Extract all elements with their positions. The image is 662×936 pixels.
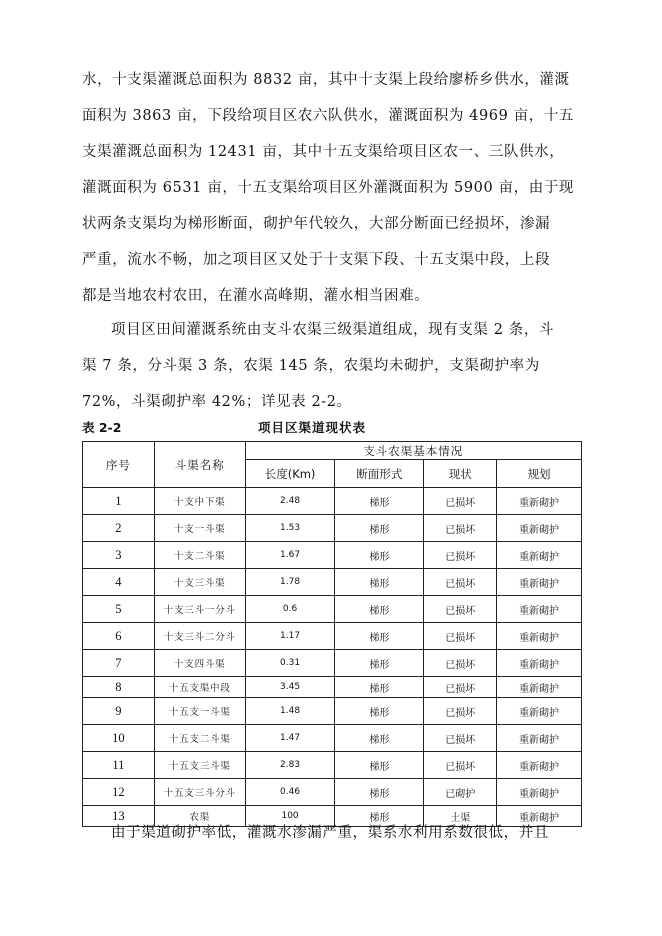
table-body — [83, 488, 582, 827]
cell-plan: 重新砌护 — [497, 623, 582, 650]
cell-name: 十五支三斗渠 — [154, 752, 245, 779]
cell-length: 0.6 — [245, 596, 335, 623]
cell-status: 已损坏 — [424, 569, 497, 596]
cell-length: 1.48 — [245, 698, 335, 725]
cell-no: 2 — [83, 515, 155, 542]
cell-no: 11 — [83, 752, 155, 779]
cell-plan: 重新砌护 — [497, 752, 582, 779]
cell-plan: 重新砌护 — [497, 569, 582, 596]
cell-section: 梯形 — [335, 779, 424, 806]
cell-status: 已损坏 — [424, 515, 497, 542]
cell-name: 十支一斗渠 — [154, 515, 245, 542]
text-line: 支渠灌溉总面积为 12431 亩，其中十五支渠给项目区农一、三队供水， — [82, 144, 565, 160]
cell-length: 2.48 — [245, 488, 335, 515]
cell-no: 4 — [83, 569, 155, 596]
cell-length: 100 — [245, 806, 335, 827]
cell-plan: 重新砌护 — [497, 779, 582, 806]
cell-length: 1.67 — [245, 542, 335, 569]
text-line: 面积为 3863 亩，下段给项目区农六队供水，灌溉面积为 4969 亩，十五 — [82, 108, 575, 124]
cell-name: 十支三斗一分斗 — [154, 596, 245, 623]
header-group: 支斗农渠基本情况 — [245, 442, 581, 460]
cell-section: 梯形 — [335, 698, 424, 725]
paragraph-conclusion — [82, 815, 582, 851]
cell-length: 1.78 — [245, 569, 335, 596]
cell-section: 梯形 — [335, 806, 424, 827]
cell-name: 十五支二斗渠 — [154, 725, 245, 752]
cell-status: 已损坏 — [424, 650, 497, 677]
cell-length: 1.17 — [245, 623, 335, 650]
cell-length: 3.45 — [245, 677, 335, 698]
header-status: 现状 — [424, 460, 497, 488]
cell-name: 十支二斗渠 — [154, 542, 245, 569]
header-length: 长度(Km) — [245, 460, 335, 488]
cell-section: 梯形 — [335, 677, 424, 698]
header-section: 断面形式 — [335, 460, 424, 488]
text-line: 由于渠道砌护率低，灌溉水渗漏严重，渠系水利用系数很低，并且 — [111, 825, 549, 841]
cell-name: 十五支三斗分斗 — [154, 779, 245, 806]
table-row — [83, 623, 582, 650]
cell-section: 梯形 — [335, 542, 424, 569]
header-no: 序号 — [83, 442, 155, 488]
cell-section: 梯形 — [335, 650, 424, 677]
cell-status: 已损坏 — [424, 488, 497, 515]
cell-status: 已损坏 — [424, 725, 497, 752]
cell-no: 13 — [83, 806, 155, 827]
paragraph-canal-system — [82, 312, 582, 420]
cell-length: 1.53 — [245, 515, 335, 542]
table-row — [83, 725, 582, 752]
cell-length: 0.31 — [245, 650, 335, 677]
table-row — [83, 596, 582, 623]
table-title: 项目区渠道现状表 — [258, 420, 367, 435]
table-row — [83, 488, 582, 515]
header-name: 斗渠名称 — [154, 442, 245, 488]
cell-status: 已损坏 — [424, 596, 497, 623]
text-line: 都是当地农村农田，在灌水高峰期，灌水相当困难。 — [82, 288, 430, 304]
cell-name: 十支中下渠 — [154, 488, 245, 515]
cell-length: 0.46 — [245, 779, 335, 806]
cell-section: 梯形 — [335, 596, 424, 623]
cell-name: 十支四斗渠 — [154, 650, 245, 677]
cell-status: 已损坏 — [424, 623, 497, 650]
cell-no: 10 — [83, 725, 155, 752]
cell-no: 1 — [83, 488, 155, 515]
cell-section: 梯形 — [335, 725, 424, 752]
cell-name: 十支三斗二分斗 — [154, 623, 245, 650]
cell-status: 已损坏 — [424, 698, 497, 725]
cell-plan: 重新砌护 — [497, 515, 582, 542]
cell-no: 9 — [83, 698, 155, 725]
table-row — [83, 542, 582, 569]
cell-section: 梯形 — [335, 623, 424, 650]
cell-status: 已砌护 — [424, 779, 497, 806]
cell-plan: 重新砌护 — [497, 677, 582, 698]
table-row — [83, 698, 582, 725]
cell-name: 十支三斗渠 — [154, 569, 245, 596]
cell-length: 1.47 — [245, 725, 335, 752]
cell-plan: 重新砌护 — [497, 725, 582, 752]
text-line: 灌溉面积为 6531 亩，十五支渠给项目区外灌溉面积为 5900 亩，由于现 — [82, 180, 575, 196]
cell-no: 8 — [83, 677, 155, 698]
cell-no: 5 — [83, 596, 155, 623]
table-row — [83, 515, 582, 542]
cell-status: 已损坏 — [424, 542, 497, 569]
cell-plan: 重新砌护 — [497, 806, 582, 827]
cell-length: 2.83 — [245, 752, 335, 779]
cell-status: 土渠 — [424, 806, 497, 827]
cell-no: 12 — [83, 779, 155, 806]
text-line: 状两条支渠均为梯形断面，砌护年代较久，大部分断面已经损坏，渗漏 — [82, 216, 551, 232]
cell-plan: 重新砌护 — [497, 596, 582, 623]
text-line: 严重，流水不畅，加之项目区又处于十支渠下段、十五支渠中段，上段 — [82, 252, 551, 268]
cell-section: 梯形 — [335, 569, 424, 596]
cell-no: 3 — [83, 542, 155, 569]
cell-name: 十五支渠中段 — [154, 677, 245, 698]
text-line: 项目区田间灌溉系统由支斗农渠三级渠道组成，现有支渠 2 条，斗 — [111, 322, 555, 338]
text-line: 渠 7 条，分斗渠 3 条，农渠 145 条，农渠均未砌护，支渠砌护率为 — [82, 358, 540, 374]
cell-status: 已损坏 — [424, 677, 497, 698]
paragraph-irrigation-area — [82, 62, 582, 314]
cell-section: 梯形 — [335, 488, 424, 515]
cell-name: 十五支一斗渠 — [154, 698, 245, 725]
cell-plan: 重新砌护 — [497, 698, 582, 725]
table-row — [83, 650, 582, 677]
table-row — [83, 569, 582, 596]
cell-no: 6 — [83, 623, 155, 650]
table-label: 表 2-2 — [82, 420, 122, 435]
cell-name: 农渠 — [154, 806, 245, 827]
table-row — [83, 779, 582, 806]
cell-plan: 重新砌护 — [497, 650, 582, 677]
cell-section: 梯形 — [335, 752, 424, 779]
header-plan: 规划 — [497, 460, 582, 488]
table-caption — [82, 418, 582, 438]
text-line: 水，十支渠灌溉总面积为 8832 亩，其中十支渠上段给廖桥乡供水，灌溉 — [82, 72, 570, 88]
cell-status: 已损坏 — [424, 752, 497, 779]
cell-no: 7 — [83, 650, 155, 677]
cell-plan: 重新砌护 — [497, 542, 582, 569]
canal-status-table — [82, 441, 582, 827]
table-row — [83, 677, 582, 698]
text-line: 72%，斗渠砌护率 42%；详见表 2-2。 — [82, 394, 352, 410]
table-row — [83, 752, 582, 779]
cell-section: 梯形 — [335, 515, 424, 542]
cell-plan: 重新砌护 — [497, 488, 582, 515]
